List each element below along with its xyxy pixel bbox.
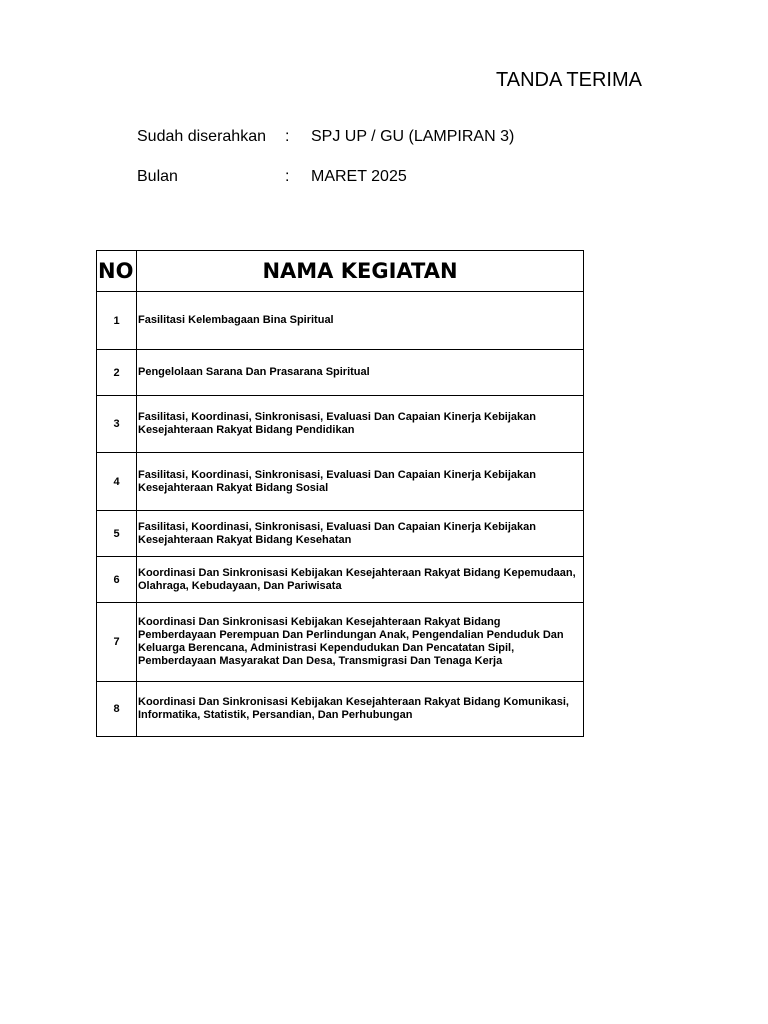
page-title: TANDA TERIMA (496, 69, 642, 91)
row-number: 2 (97, 350, 137, 396)
table-header-row (97, 251, 584, 292)
row-number: 7 (97, 603, 137, 682)
column-header-name: NAMA KEGIATAN (137, 251, 584, 292)
row-number: 5 (97, 511, 137, 557)
month-label: Bulan (137, 168, 178, 185)
submitted-label: Sudah diserahkan (137, 128, 266, 145)
row-number: 1 (97, 292, 137, 350)
table-row (97, 511, 584, 557)
activity-name: Fasilitasi, Koordinasi, Sinkronisasi, Evaluasi Dan Capaian Kinerja Kebijakan Kesejahteraan Rakyat Bidang Sosial (137, 453, 584, 511)
activity-name: Fasilitasi, Koordinasi, Sinkronisasi, Evaluasi Dan Capaian Kinerja Kebijakan Kesejahteraan Rakyat Bidang Pendidikan (137, 396, 584, 453)
table-row (97, 682, 584, 737)
activity-name: Pengelolaan Sarana Dan Prasarana Spiritual (137, 350, 584, 396)
activity-name: Koordinasi Dan Sinkronisasi Kebijakan Kesejahteraan Rakyat Bidang Pemberdayaan Perempuan Dan Perlindungan Anak, Pengendalian Penduduk Dan Keluarga Berencana, Administrasi Kependudukan Dan Pencatatan Sipil, Pemberdayaan Masyarakat Dan Desa, Transmigrasi Dan Tenaga Kerja (137, 603, 584, 682)
activity-name: Fasilitasi, Koordinasi, Sinkronisasi, Evaluasi Dan Capaian Kinerja Kebijakan Kesejahteraan Rakyat Bidang Kesehatan (137, 511, 584, 557)
row-number: 3 (97, 396, 137, 453)
submitted-value: SPJ UP / GU (LAMPIRAN 3) (311, 128, 515, 145)
activity-table (96, 250, 584, 737)
table-row (97, 453, 584, 511)
row-number: 8 (97, 682, 137, 737)
activity-name: Fasilitasi Kelembagaan Bina Spiritual (137, 292, 584, 350)
column-header-no: NO (97, 251, 137, 292)
month-value: MARET 2025 (311, 168, 407, 185)
table-row (97, 396, 584, 453)
title-clip (470, 64, 642, 96)
activity-name: Koordinasi Dan Sinkronisasi Kebijakan Kesejahteraan Rakyat Bidang Komunikasi, Informatika, Statistik, Persandian, Dan Perhubungan (137, 682, 584, 737)
submitted-separator: : (285, 128, 290, 145)
table-row (97, 292, 584, 350)
table-row (97, 350, 584, 396)
table-row (97, 603, 584, 682)
row-number: 4 (97, 453, 137, 511)
activity-name: Koordinasi Dan Sinkronisasi Kebijakan Kesejahteraan Rakyat Bidang Kepemudaan, Olahraga, Kebudayaan, Dan Pariwisata (137, 557, 584, 603)
table-row (97, 557, 584, 603)
month-separator: : (285, 168, 290, 185)
row-number: 6 (97, 557, 137, 603)
